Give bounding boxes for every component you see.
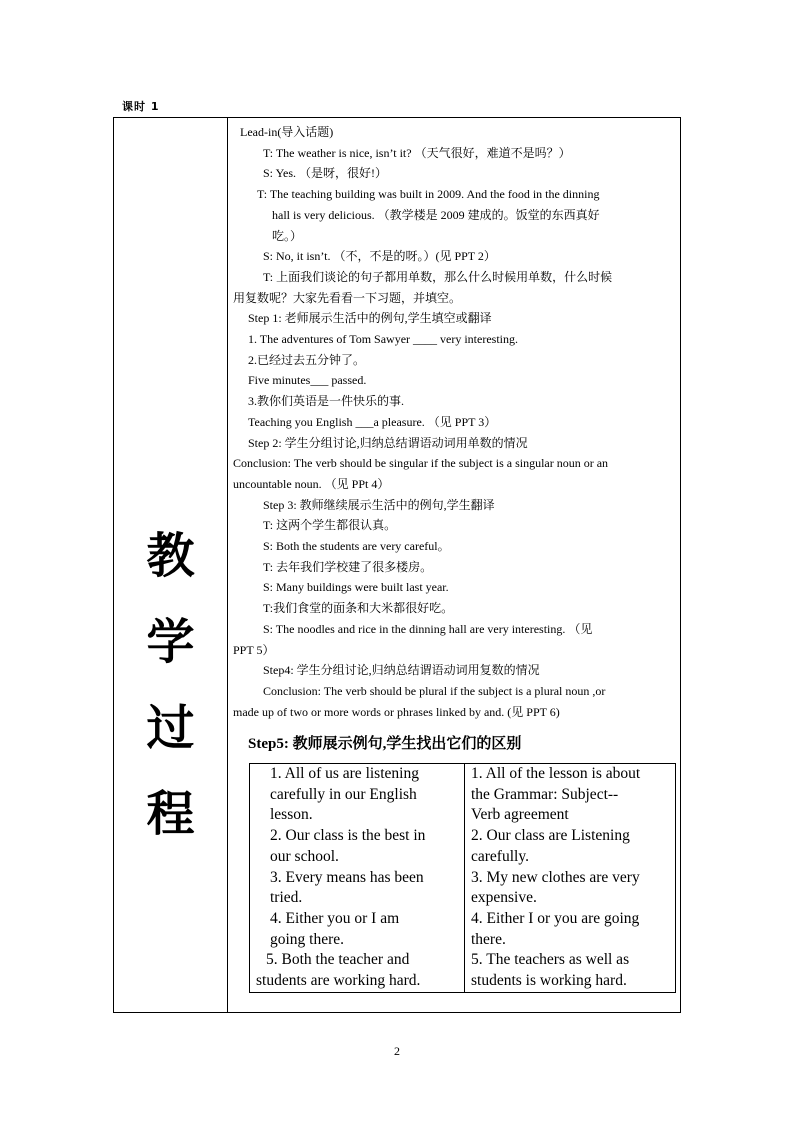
comparison-line: expensive. bbox=[471, 889, 537, 907]
content-line: 1. The adventures of Tom Sawyer ____ very interesting. bbox=[248, 332, 518, 347]
content-line: T:我们食堂的面条和大米都很好吃。 bbox=[263, 601, 454, 616]
content-line: T: The weather is nice, isn’t it? （天气很好，难道不是吗？） bbox=[263, 145, 571, 160]
comparison-line: 5. The teachers as well as bbox=[471, 951, 630, 969]
comparison-line: the Grammar: Subject-- bbox=[471, 785, 619, 803]
comparison-right-cell bbox=[465, 764, 676, 993]
comparison-line: 2. Our class are Listening bbox=[471, 827, 630, 845]
side-title-char: 程 bbox=[146, 786, 195, 842]
table-row bbox=[250, 764, 676, 993]
comparison-line: going there. bbox=[270, 930, 345, 948]
content-line: Five minutes___ passed. bbox=[248, 373, 367, 388]
content-line: hall is very delicious. （教学楼是 2009 建成的。饭堂的东西真好 bbox=[272, 207, 600, 222]
comparison-line: 4. Either you or I am bbox=[270, 909, 400, 927]
lesson-table bbox=[113, 117, 681, 1013]
content-line: T: 这两个学生都很认真。 bbox=[263, 518, 397, 533]
comparison-line: carefully. bbox=[471, 847, 529, 865]
content-line: 2.已经过去五分钟了。 bbox=[248, 352, 366, 367]
content-line: Lead-in(导入话题) bbox=[240, 125, 334, 139]
content-line: S: Both the students are very careful。 bbox=[263, 539, 450, 554]
side-title bbox=[114, 513, 227, 857]
teaching-process-content bbox=[233, 122, 673, 722]
comparison-line: 2. Our class is the best in bbox=[270, 827, 426, 845]
content-line: PPT 5） bbox=[233, 642, 275, 657]
content-line: 3.教你们英语是一件快乐的事. bbox=[248, 394, 405, 409]
side-title-char: 学 bbox=[146, 614, 195, 670]
comparison-line: 1. All of the lesson is about bbox=[471, 765, 641, 782]
content-line: uncountable noun. （见 PPt 4） bbox=[233, 476, 390, 491]
comparison-line: Verb agreement bbox=[471, 806, 569, 824]
column-divider bbox=[227, 118, 228, 1012]
comparison-line: 3. Every means has been bbox=[270, 868, 424, 886]
content-line: T: 上面我们谈论的句子都用单数，那么什么时候用单数，什么时候 bbox=[263, 269, 613, 284]
step5-title: Step5: 教师展示例句,学生找出它们的区别 bbox=[248, 736, 522, 752]
comparison-line: lesson. bbox=[270, 806, 313, 824]
content-line: S: The noodles and rice in the dinning hall are very interesting. （见 bbox=[263, 621, 593, 636]
lesson-header: 课时 1 bbox=[122, 100, 160, 113]
side-title-char: 过 bbox=[146, 700, 195, 756]
comparison-line: 4. Either I or you are going bbox=[471, 909, 640, 927]
comparison-line: students is working hard. bbox=[471, 972, 627, 990]
side-title-char: 教 bbox=[146, 528, 195, 584]
comparison-line: 1. All of us are listening bbox=[270, 765, 419, 782]
content-line: Step 1: 老师展示生活中的例句,学生填空或翻译 bbox=[248, 311, 492, 326]
comparison-left-cell bbox=[250, 764, 465, 993]
comparison-table bbox=[249, 763, 676, 993]
comparison-line: 3. My new clothes are very bbox=[471, 868, 640, 886]
content-line: Conclusion: The verb should be plural if the subject is a plural noun ,or bbox=[263, 683, 606, 698]
content-line: T: 去年我们学校建了很多楼房。 bbox=[263, 559, 433, 574]
content-line: Step 2: 学生分组讨论,归纳总结谓语动词用单数的情况 bbox=[248, 435, 528, 450]
content-line: T: The teaching building was built in 2009. And the food in the dinning bbox=[257, 187, 600, 202]
content-line: Step4: 学生分组讨论,归纳总结谓语动词用复数的情况 bbox=[263, 663, 540, 678]
comparison-line: there. bbox=[471, 930, 506, 948]
content-line: 吃。） bbox=[272, 228, 303, 243]
content-line: S: Many buildings were built last year. bbox=[263, 580, 449, 595]
content-line: S: Yes. （是呀，很好!） bbox=[263, 166, 388, 181]
content-line: S: No, it isn’t. （不，不是的呀。）(见 PPT 2） bbox=[263, 249, 496, 264]
comparison-line: 5. Both the teacher and bbox=[266, 951, 410, 969]
content-line: made up of two or more words or phrases linked by and. (见 PPT 6) bbox=[233, 704, 560, 719]
content-line: Conclusion: The verb should be singular if the subject is a singular noun or an bbox=[233, 456, 609, 471]
content-line: Teaching you English ___a pleasure. （见 PPT 3） bbox=[248, 414, 497, 429]
comparison-line: our school. bbox=[270, 847, 339, 865]
comparison-line: tried. bbox=[270, 889, 303, 907]
comparison-line: carefully in our English bbox=[270, 785, 417, 803]
content-line: Step 3: 教师继续展示生活中的例句,学生翻译 bbox=[263, 497, 495, 512]
page-number: 2 bbox=[394, 1044, 400, 1058]
content-line: 用复数呢？大家先看看一下习题，并填空。 bbox=[233, 290, 462, 305]
comparison-line: students are working hard. bbox=[256, 972, 421, 990]
